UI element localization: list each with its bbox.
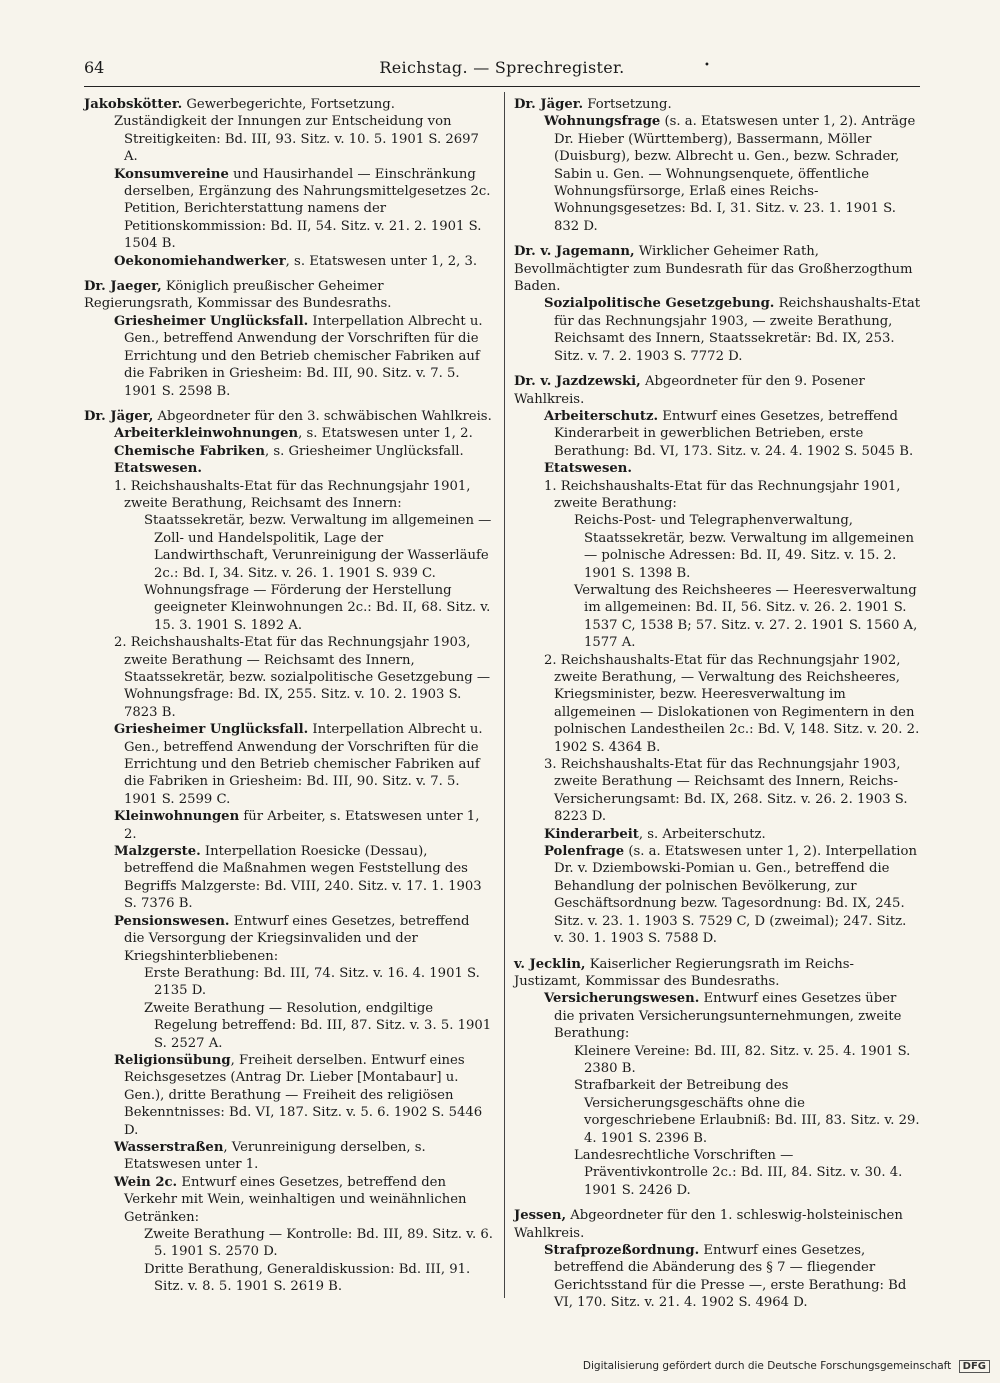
speaker-description: Kaiserlicher Regierungsrath im Reichs-Justizamt, Kommissar des Bundesraths. xyxy=(514,956,854,989)
line-text: 2. Reichshaushalts-Etat für das Rechnungsjahr 1902, zweite Berathung, — Verwaltung des Reichsheeres, Kriegsminister, bezw. Heeresverwaltung im allgemeinen — Dislokationen von Regimentern in den polnischen Landestheilen 2c.: Bd. V, 148. Sitz. v. 20. 2. 1902 S. 4364 B. xyxy=(544,652,920,755)
register-entry xyxy=(84,408,494,1296)
entry-line xyxy=(84,1226,494,1261)
page-number: 64 xyxy=(84,58,105,77)
speaker-name: Dr. Jäger, xyxy=(84,408,154,424)
speaker-name: Dr. Jäger. xyxy=(514,97,584,112)
entry-line xyxy=(514,478,920,513)
topic-keyword: Kinderarbeit xyxy=(544,826,639,842)
line-text: 3. Reichshaushalts-Etat für das Rechnungsjahr 1903, zweite Berathung — Reichsamt des Innern, Reichs-Versicherungsamt: Bd. IX, 268. Sitz. v. 26. 2. 1903 S. 8223 D. xyxy=(544,757,908,825)
entry-line xyxy=(84,512,494,582)
line-text: Reichs-Post- und Telegraphenverwaltung, Staatssekretär, bezw. Verwaltung im allgemeinen — polnische Adressen: Bd. II, 49. Sitz. v. 15. 2. 1901 S. 1398 B. xyxy=(574,513,914,581)
speaker-description: Gewerbegerichte, Fortsetzung. xyxy=(182,97,395,112)
print-speck: • xyxy=(704,60,710,71)
entry-line xyxy=(84,443,494,460)
speaker-description: Abgeordneter für den 9. Posener Wahlkreis. xyxy=(514,374,865,407)
line-text: Entwurf eines Gesetzes, betreffend den Verkehr mit Wein, weinhaltigen und weinähnlichen Getränken: xyxy=(124,1174,467,1225)
topic-keyword: Oekonomiehandwerker xyxy=(114,253,286,269)
entry-line xyxy=(514,1242,920,1312)
line-text: Kleinere Vereine: Bd. III, 82. Sitz. v. 25. 4. 1901 S. 2380 B. xyxy=(574,1043,911,1076)
speaker-name: Jakobskötter. xyxy=(84,97,183,112)
entry-heading xyxy=(84,96,494,113)
line-text: Erste Berathung: Bd. III, 74. Sitz. v. 16. 4. 1901 S. 2135 D. xyxy=(144,965,480,999)
register-entry xyxy=(84,278,494,400)
line-text: , s. Griesheimer Unglücksfall. xyxy=(264,443,464,459)
line-text: , s. Etatswesen unter 1, 2. xyxy=(298,426,473,442)
entry-line xyxy=(514,1147,920,1199)
line-text: Interpellation Albrecht u. Gen., betreffend Anwendung der Vorschriften für die Errichtung und den Betrieb chemischer Fabriken auf die Fabriken in Griesheim: Bd. III, 90. Sitz. v. 7. 5. 1901 S. 2598 B. xyxy=(124,313,483,399)
line-text: Zweite Berathung — Resolution, endgiltige Regelung betreffend: Bd. III, 87. Sitz. v. 3. 5. 1901 S. 2527 A. xyxy=(144,1000,492,1051)
line-text: , s. Etatswesen unter 1, 2, 3. xyxy=(285,253,478,269)
topic-keyword: Kleinwohnungen xyxy=(114,809,240,825)
speaker-name: Dr. v. Jazdzewski, xyxy=(514,374,641,390)
entry-line xyxy=(514,1043,920,1078)
page-header xyxy=(84,58,920,82)
column-divider xyxy=(504,92,505,1298)
entry-line xyxy=(84,1174,494,1226)
footer-text: Digitalisierung gefördert durch die Deutsche Forschungsgemeinschaft xyxy=(582,1360,952,1372)
entry-line xyxy=(84,582,494,634)
speaker-name: Dr. Jaeger, xyxy=(84,279,162,295)
running-title: Reichstag. — Sprechregister. xyxy=(379,58,625,77)
entry-line xyxy=(84,1052,494,1139)
line-text: Staatssekretär, bezw. Verwaltung im allgemeinen — Zoll- und Handelspolitik, Lage der Landwirthschaft, Verunreinigung der Wasserläufe 2c.: Bd. I, 34. Sitz. v. 26. 1. 1901 S. 939 C. xyxy=(144,513,492,581)
entry-line xyxy=(514,756,920,826)
entry-line xyxy=(514,652,920,756)
speaker-description: Fortsetzung. xyxy=(583,97,672,112)
topic-keyword: Arbeiterschutz. xyxy=(544,408,659,424)
header-rule xyxy=(84,86,920,87)
line-text: Zuständigkeit der Innungen zur Entscheidung von Streitigkeiten: Bd. III, 93. Sitz. v. 10. 5. 1901 S. 2697 A. xyxy=(114,114,479,165)
right-column xyxy=(514,96,920,1320)
topic-keyword: Chemische Fabriken xyxy=(114,443,265,459)
entry-heading xyxy=(514,956,920,991)
topic-keyword: Griesheimer Unglücksfall. xyxy=(114,722,309,738)
line-text: Strafbarkeit der Betreibung des Versicherungsgeschäfts ohne die vorgeschriebene Erlaubniß: Bd. III, 83. Sitz. v. 29. 4. 1901 S. 2396 B. xyxy=(574,1078,920,1146)
entry-line xyxy=(84,634,494,721)
line-text: 1. Reichshaushalts-Etat für das Rechnungsjahr 1901, zweite Berathung: xyxy=(544,478,901,511)
entry-line xyxy=(514,843,920,947)
line-text: Entwurf eines Gesetzes über die privaten Versicherungsunternehmungen, zweite Berathung: xyxy=(554,991,902,1042)
footer-credit xyxy=(560,1360,990,1378)
topic-keyword: Polenfrage xyxy=(544,844,625,860)
entry-heading xyxy=(84,408,494,425)
register-entry xyxy=(84,96,494,270)
register-entry xyxy=(514,1207,920,1311)
topic-keyword: Malzgerste. xyxy=(114,844,201,860)
entry-line xyxy=(84,808,494,843)
line-text: und Hausirhandel — Einschränkung derselben, Ergänzung des Nahrungsmittelgesetzes 2c. Petition, Berichterstattung namens der Petitionskommission: Bd. II, 54. Sitz. v. 21. 2. 1901 S. 1504 B. xyxy=(124,166,491,252)
entry-line xyxy=(84,166,494,253)
line-text: 2. Reichshaushalts-Etat für das Rechnungsjahr 1903, zweite Berathung — Reichsamt des Innern, Staatssekretär, bezw. sozialpolitische Gesetzgebung — Wohnungsfrage: Bd. IX, 255. Sitz. v. 10. 2. 1903 S. 7823 B. xyxy=(114,635,491,720)
line-text: Dritte Berathung, Generaldiskussion: Bd. III, 91. Sitz. v. 8. 5. 1901 S. 2619 B. xyxy=(144,1261,471,1295)
speaker-name: Dr. v. Jagemann, xyxy=(514,244,635,260)
topic-keyword: Versicherungswesen. xyxy=(544,991,700,1007)
entry-line xyxy=(84,113,494,165)
entry-line xyxy=(514,113,920,235)
entry-line xyxy=(84,721,494,808)
topic-keyword: Wohnungsfrage xyxy=(544,114,661,130)
line-text: (s. a. Etatswesen unter 1, 2). Interpellation Dr. v. Dziembowski-Pomian u. Gen., betreffend die Behandlung der polnischen Bevölkerung, zur Geschäftsordnung bezw. Tagesordnung: Bd. IX, 245. Sitz. v. 23. 1. 1903 S. 7529 C, D (zweimal); 247. Sitz. v. 30. 1. 1903 S. 7588 D. xyxy=(554,844,917,947)
entry-line xyxy=(514,826,920,843)
register-entry xyxy=(514,243,920,365)
entry-line xyxy=(514,1077,920,1147)
line-text: , Freiheit derselben. Entwurf eines Reichsgesetzes (Antrag Dr. Lieber [Montabaur] u. Gen.), dritte Berathung — Freiheit des religiösen Bekenntnisses: Bd. VI, 187. Sitz. v. 5. 6. 1902 S. 5446 D. xyxy=(124,1052,483,1138)
topic-keyword: Wasserstraßen xyxy=(114,1139,224,1155)
entry-line xyxy=(514,460,920,477)
speaker-description: Abgeordneter für den 3. schwäbischen Wahlkreis. xyxy=(153,408,492,424)
register-entry xyxy=(514,956,920,1200)
entry-heading xyxy=(84,278,494,313)
topic-keyword: Arbeiterkleinwohnungen xyxy=(114,426,299,442)
entry-line xyxy=(84,1261,494,1296)
line-text: Reichshaushalts-Etat für das Rechnungsjahr 1903, — zweite Berathung, Reichsamt des Innern, Staatssekretär: Bd. IX, 253. Sitz. v. 7. 2. 1903 S. 7772 D. xyxy=(554,296,920,364)
entry-heading xyxy=(514,96,920,113)
line-text: Verwaltung des Reichsheeres — Heeresverwaltung im allgemeinen: Bd. II, 56. Sitz. v. 26. 2. 1901 S. 1537 C, 1538 B; 57. Sitz. v. 27. 2. 1901 S. 1560 A, 1577 A. xyxy=(574,582,918,651)
entry-line xyxy=(514,990,920,1042)
topic-keyword: Griesheimer Unglücksfall. xyxy=(114,313,309,329)
entry-line xyxy=(84,913,494,965)
line-text: für Arbeiter, s. Etatswesen unter 1, 2. xyxy=(124,809,480,842)
entry-line xyxy=(84,460,494,477)
entry-heading xyxy=(514,373,920,408)
speaker-name: v. Jecklin, xyxy=(514,956,586,972)
line-text: 1. Reichshaushalts-Etat für das Rechnungsjahr 1901, zweite Berathung, Reichsamt des Innern: xyxy=(114,478,471,511)
entry-line xyxy=(84,253,494,270)
topic-keyword: Sozialpolitische Gesetzgebung. xyxy=(544,296,775,312)
topic-keyword: Strafprozeßordnung. xyxy=(544,1243,700,1258)
line-text: Entwurf eines Gesetzes, betreffend die Abänderung des § 7 — fliegender Gerichtsstand für die Presse —, erste Berathung: Bd VI, 170. Sitz. v. 21. 4. 1902 S. 4964 D. xyxy=(554,1243,907,1311)
line-text: Entwurf eines Gesetzes, betreffend die Versorgung der Kriegsinvaliden und der Kriegshinterbliebenen: xyxy=(124,913,470,964)
topic-keyword: Pensionswesen. xyxy=(114,913,230,929)
entry-line xyxy=(84,478,494,513)
entry-line xyxy=(84,843,494,913)
topic-keyword: Etatswesen. xyxy=(544,461,632,477)
entry-heading xyxy=(514,243,920,295)
topic-keyword: Konsumvereine xyxy=(114,166,229,182)
line-text: Zweite Berathung — Kontrolle: Bd. III, 89. Sitz. v. 6. 5. 1901 S. 2570 D. xyxy=(144,1227,493,1260)
line-text: Interpellation Roesicke (Dessau), betreffend die Maßnahmen wegen Feststellung des Begriffs Malzgerste: Bd. VIII, 240. Sitz. v. 17. 1. 1903 S. 7376 B. xyxy=(124,844,482,912)
line-text: , s. Arbeiterschutz. xyxy=(638,826,766,842)
entry-line xyxy=(84,425,494,442)
entry-line xyxy=(514,512,920,582)
line-text: Interpellation Albrecht u. Gen., betreffend Anwendung der Vorschriften für die Errichtung und den Betrieb chemischer Fabriken auf die Fabriken in Griesheim: Bd. III, 90. Sitz. v. 7. 5. 1901 S. 2599 C. xyxy=(124,722,483,807)
line-text: Entwurf eines Gesetzes, betreffend Kinderarbeit in gewerblichen Betrieben, erste Berathung: Bd. VI, 173. Sitz. v. 24. 4. 1902 S. 5045 B. xyxy=(554,408,914,459)
topic-keyword: Wein 2c. xyxy=(114,1174,178,1190)
speaker-description: Abgeordneter für den 1. schleswig-holsteinischen Wahlkreis. xyxy=(514,1208,903,1241)
register-entry xyxy=(514,96,920,235)
entry-line xyxy=(84,965,494,1000)
line-text: Wohnungsfrage — Förderung der Herstellung geeigneter Kleinwohnungen 2c.: Bd. II, 68. Sitz. v. 15. 3. 1901 S. 1892 A. xyxy=(144,582,491,633)
line-text: , Verunreinigung derselben, s. Etatswesen unter 1. xyxy=(124,1139,426,1173)
left-column xyxy=(84,96,494,1304)
entry-line xyxy=(84,313,494,400)
speaker-name: Jessen, xyxy=(514,1208,567,1224)
register-entry xyxy=(514,373,920,947)
speaker-description: Wirklicher Geheimer Rath, Bevollmächtigter zum Bundesrath für das Großherzogthum Baden. xyxy=(514,244,913,295)
dfg-logo: DFG xyxy=(959,1360,990,1373)
speaker-description: Königlich preußischer Geheimer Regierungsrath, Kommissar des Bundesraths. xyxy=(84,279,392,312)
topic-keyword: Etatswesen. xyxy=(114,461,202,477)
topic-keyword: Religionsübung xyxy=(114,1052,231,1068)
entry-line xyxy=(514,408,920,460)
line-text: (s. a. Etatswesen unter 1, 2). Anträge Dr. Hieber (Württemberg), Bassermann, Möller (Duisburg), bezw. Albrecht u. Gen., bezw. Schrader, Sabin u. Gen. — Wohnungsenquete, öffentliche Wohnungsfürsorge, Erlaß eines Reichs-Wohnungsgesetzes: Bd. I, 31. Sitz. v. 23. 1. 1901 S. 832 D. xyxy=(554,114,916,234)
entry-line xyxy=(84,1139,494,1174)
line-text: Landesrechtliche Vorschriften — Präventivkontrolle 2c.: Bd. III, 84. Sitz. v. 30. 4. 1901 S. 2426 D. xyxy=(574,1147,903,1198)
entry-heading xyxy=(514,1207,920,1242)
entry-line xyxy=(514,295,920,365)
entry-line xyxy=(84,1000,494,1052)
entry-line xyxy=(514,582,920,652)
